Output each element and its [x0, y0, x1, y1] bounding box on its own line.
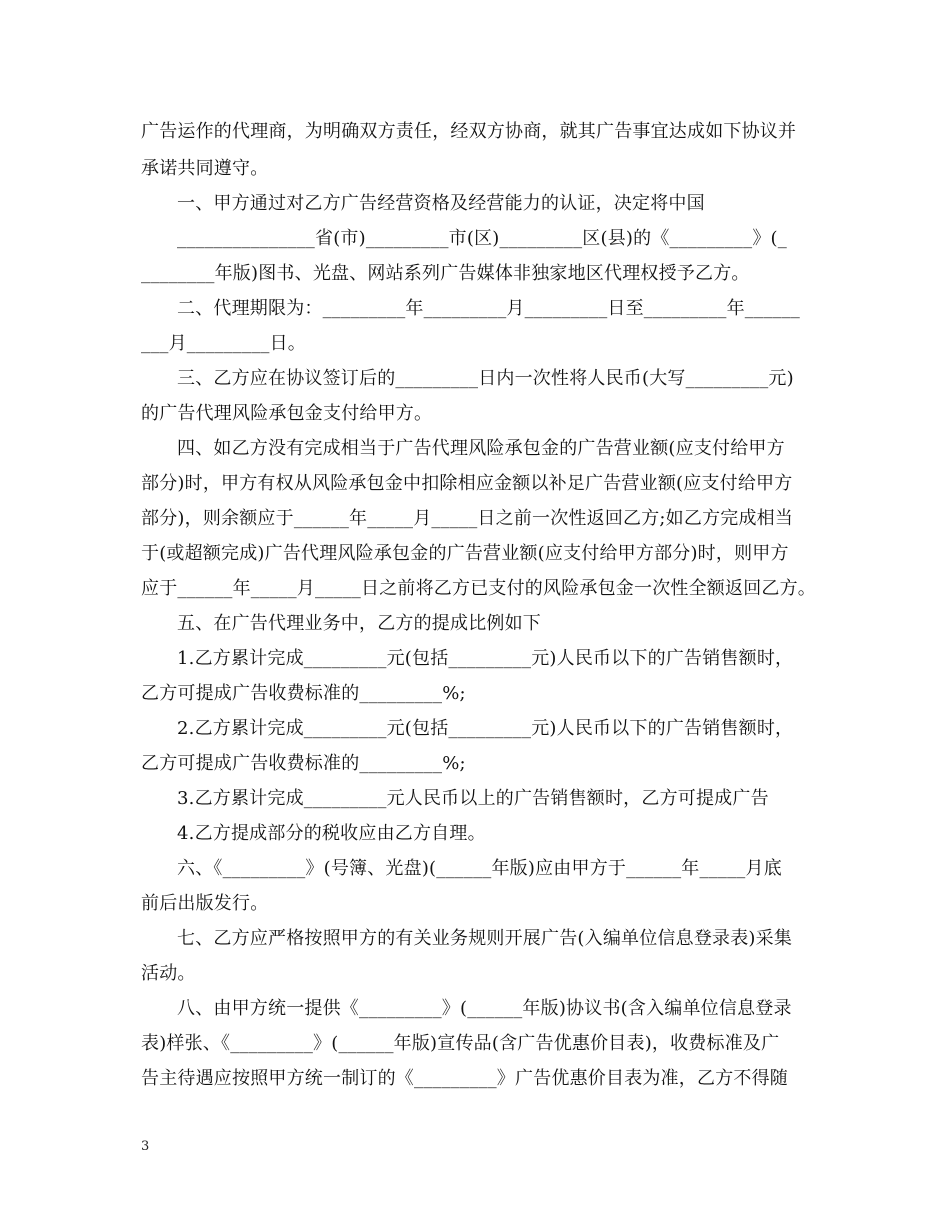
- clause-5-item-2-line-1: 2.乙方累计完成_________元(包括_________元)人民币以下的广告销售额时，: [177, 718, 794, 739]
- clause-7-line-2: 活动。: [141, 963, 196, 984]
- clause-5-item-2-line-2: 乙方可提成广告收费标准的_________%;: [141, 753, 466, 774]
- clause-5-item-3: 3.乙方累计完成_________元人民币以上的广告销售额时，乙方可提成广告: [177, 788, 769, 809]
- clause-7-line-1: 七、乙方应严格按照甲方的有关业务规则开展广告(入编单位信息登录表)采集: [177, 928, 793, 949]
- paragraph-line-2: 承诺共同遵守。: [141, 158, 269, 179]
- paragraph-line-1: 广告运作的代理商，为明确双方责任，经双方协商，就其广告事宜达成如下协议并: [141, 121, 797, 142]
- clause-3-line-2: 的广告代理风险承包金支付给甲方。: [141, 403, 433, 424]
- clause-3-line-1: 三、乙方应在协议签订后的_________日内一次性将人民币(大写_________元): [177, 368, 794, 389]
- clause-5-item-1-line-2: 乙方可提成广告收费标准的_________%;: [141, 683, 466, 704]
- clause-1-line-2: _______________省(市)_________市(区)_________区(县)的《_________》(_: [177, 228, 787, 249]
- clause-6-line-1: 六、《_________》(号簿、光盘)(______年版)应由甲方于______年_____月底: [177, 858, 782, 879]
- clause-8-line-1: 八、由甲方统一提供《_________》(______年版)协议书(含入编单位信息登录: [177, 998, 792, 1019]
- clause-6-line-2: 前后出版发行。: [141, 893, 269, 914]
- clause-8-line-3: 告主待遇应按照甲方统一制订的《_________》广告优惠价目表为准，乙方不得随: [141, 1068, 788, 1089]
- page-number: 3: [141, 1139, 150, 1154]
- clause-5-line-1: 五、在广告代理业务中，乙方的提成比例如下: [177, 613, 541, 634]
- clause-2-line-1: 二、代理期限为：_________年_________月_________日至_________年______: [177, 298, 800, 319]
- clause-1-line-3: ________年版)图书、光盘、网站系列广告媒体非独家地区代理权授予乙方。: [141, 263, 750, 284]
- clause-4-line-4: 于(或超额完成)广告代理风险承包金的广告营业额(应支付给甲方部分)时，则甲方: [141, 543, 789, 564]
- clause-4-line-5: 应于______年_____月_____日之前将乙方已支付的风险承包金一次性全额返回乙方。: [141, 578, 816, 599]
- clause-5-item-1-line-1: 1.乙方累计完成_________元(包括_________元)人民币以下的广告销售额时，: [177, 648, 794, 669]
- clause-5-item-4: 4.乙方提成部分的税收应由乙方自理。: [177, 823, 486, 844]
- clause-4-line-1: 四、如乙方没有完成相当于广告代理风险承包金的广告营业额(应支付给甲方: [177, 438, 785, 459]
- clause-8-line-2: 表)样张、《_________》(______年版)宣传品(含广告优惠价目表)，收费标准及广: [141, 1033, 780, 1054]
- clause-1-line-1: 一、甲方通过对乙方广告经营资格及经营能力的认证，决定将中国: [177, 193, 705, 214]
- clause-4-line-3: 部分)，则余额应于______年_____月_____日之前一次性返回乙方;如乙方完成相当: [141, 508, 794, 529]
- clause-4-line-2: 部分)时，甲方有权从风险承包金中扣除相应金额以补足广告营业额(应支付给甲方: [141, 473, 793, 494]
- clause-2-line-2: ___月_________日。: [141, 333, 306, 354]
